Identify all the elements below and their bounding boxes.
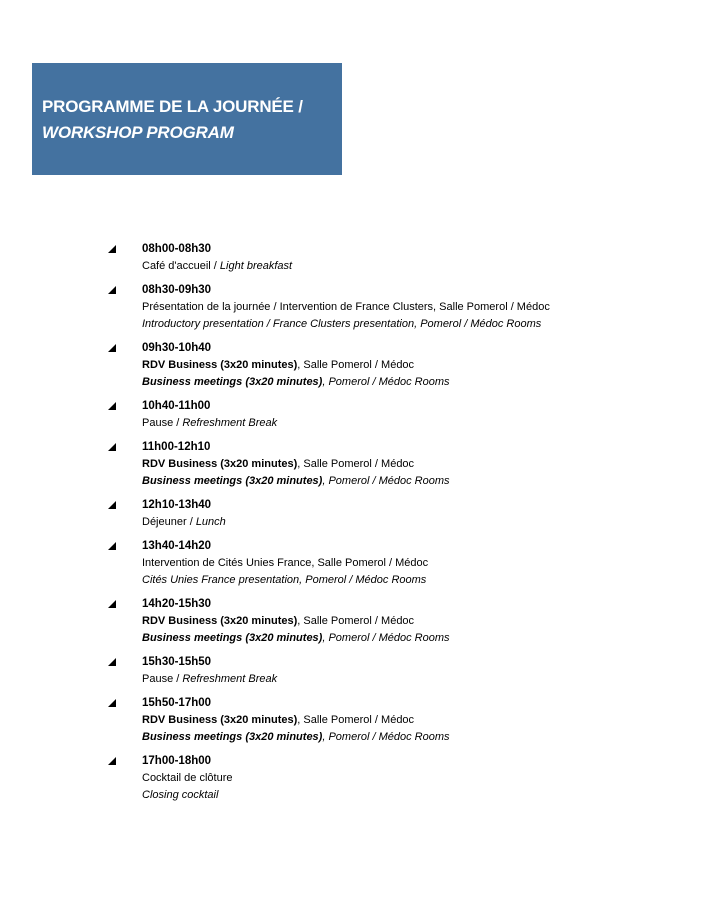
schedule-item [0,241,719,275]
schedule-item [0,753,719,804]
session-time: 15h30-15h50 [142,656,212,668]
session-description-en: Business meetings (3x20 minutes), Pomerol / Médoc Rooms [142,731,450,743]
session-time: 14h20-15h30 [142,598,212,610]
schedule-item [0,439,719,490]
session-description-en: Business meetings (3x20 minutes), Pomerol / Médoc Rooms [142,632,450,644]
bullet-icon [108,542,116,550]
schedule-item [0,596,719,647]
bullet-icon [108,443,116,451]
session-description-fr: Intervention de Cités Unies France, Salle Pomerol / Médoc [142,557,429,569]
session-description: Pause / Refreshment Break [142,417,278,429]
session-time: 10h40-11h00 [142,400,211,412]
schedule-item [0,398,719,432]
session-time: 12h10-13h40 [142,499,212,511]
session-description-fr: Présentation de la journée / Intervention de France Clusters, Salle Pomerol / Médoc [142,301,550,313]
session-description-en: Business meetings (3x20 minutes), Pomerol / Médoc Rooms [142,376,450,388]
schedule-list [0,241,719,804]
session-description-en: Introductory presentation / France Clusters presentation, Pomerol / Médoc Rooms [142,318,542,330]
bullet-icon [108,699,116,707]
session-time: 08h00-08h30 [142,243,212,255]
program-title-en: WORKSHOP PROGRAM [42,123,234,142]
session-description-fr: RDV Business (3x20 minutes), Salle Pomerol / Médoc [142,359,415,371]
session-description-en: Business meetings (3x20 minutes), Pomerol / Médoc Rooms [142,475,450,487]
session-description-fr: RDV Business (3x20 minutes), Salle Pomerol / Médoc [142,714,415,726]
bullet-icon [108,402,116,410]
session-description-fr: Cocktail de clôture [142,772,233,784]
session-time: 13h40-14h20 [142,540,212,552]
session-description: Café d'accueil / Light breakfast [142,260,293,272]
session-time: 09h30-10h40 [142,342,212,354]
bullet-icon [108,658,116,666]
session-description-en: Closing cocktail [142,789,219,801]
session-description-fr: RDV Business (3x20 minutes), Salle Pomerol / Médoc [142,458,415,470]
session-description: Déjeuner / Lunch [142,516,226,528]
session-time: 08h30-09h30 [142,284,212,296]
session-time: 11h00-12h10 [142,441,211,453]
schedule-item [0,340,719,391]
schedule-item [0,282,719,333]
schedule-item [0,654,719,688]
bullet-icon [108,757,116,765]
session-description-fr: RDV Business (3x20 minutes), Salle Pomerol / Médoc [142,615,415,627]
program-title-fr: PROGRAMME DE LA JOURNÉE / [42,97,303,116]
schedule-item [0,695,719,746]
bullet-icon [108,245,116,253]
schedule-item [0,538,719,589]
bullet-icon [108,344,116,352]
session-description-en: Cités Unies France presentation, Pomerol / Médoc Rooms [142,574,427,586]
session-description: Pause / Refreshment Break [142,673,278,685]
session-time: 17h00-18h00 [142,755,212,767]
bullet-icon [108,600,116,608]
bullet-icon [108,286,116,294]
program-header [32,63,342,175]
session-time: 15h50-17h00 [142,697,212,709]
bullet-icon [108,501,116,509]
schedule-item [0,497,719,531]
